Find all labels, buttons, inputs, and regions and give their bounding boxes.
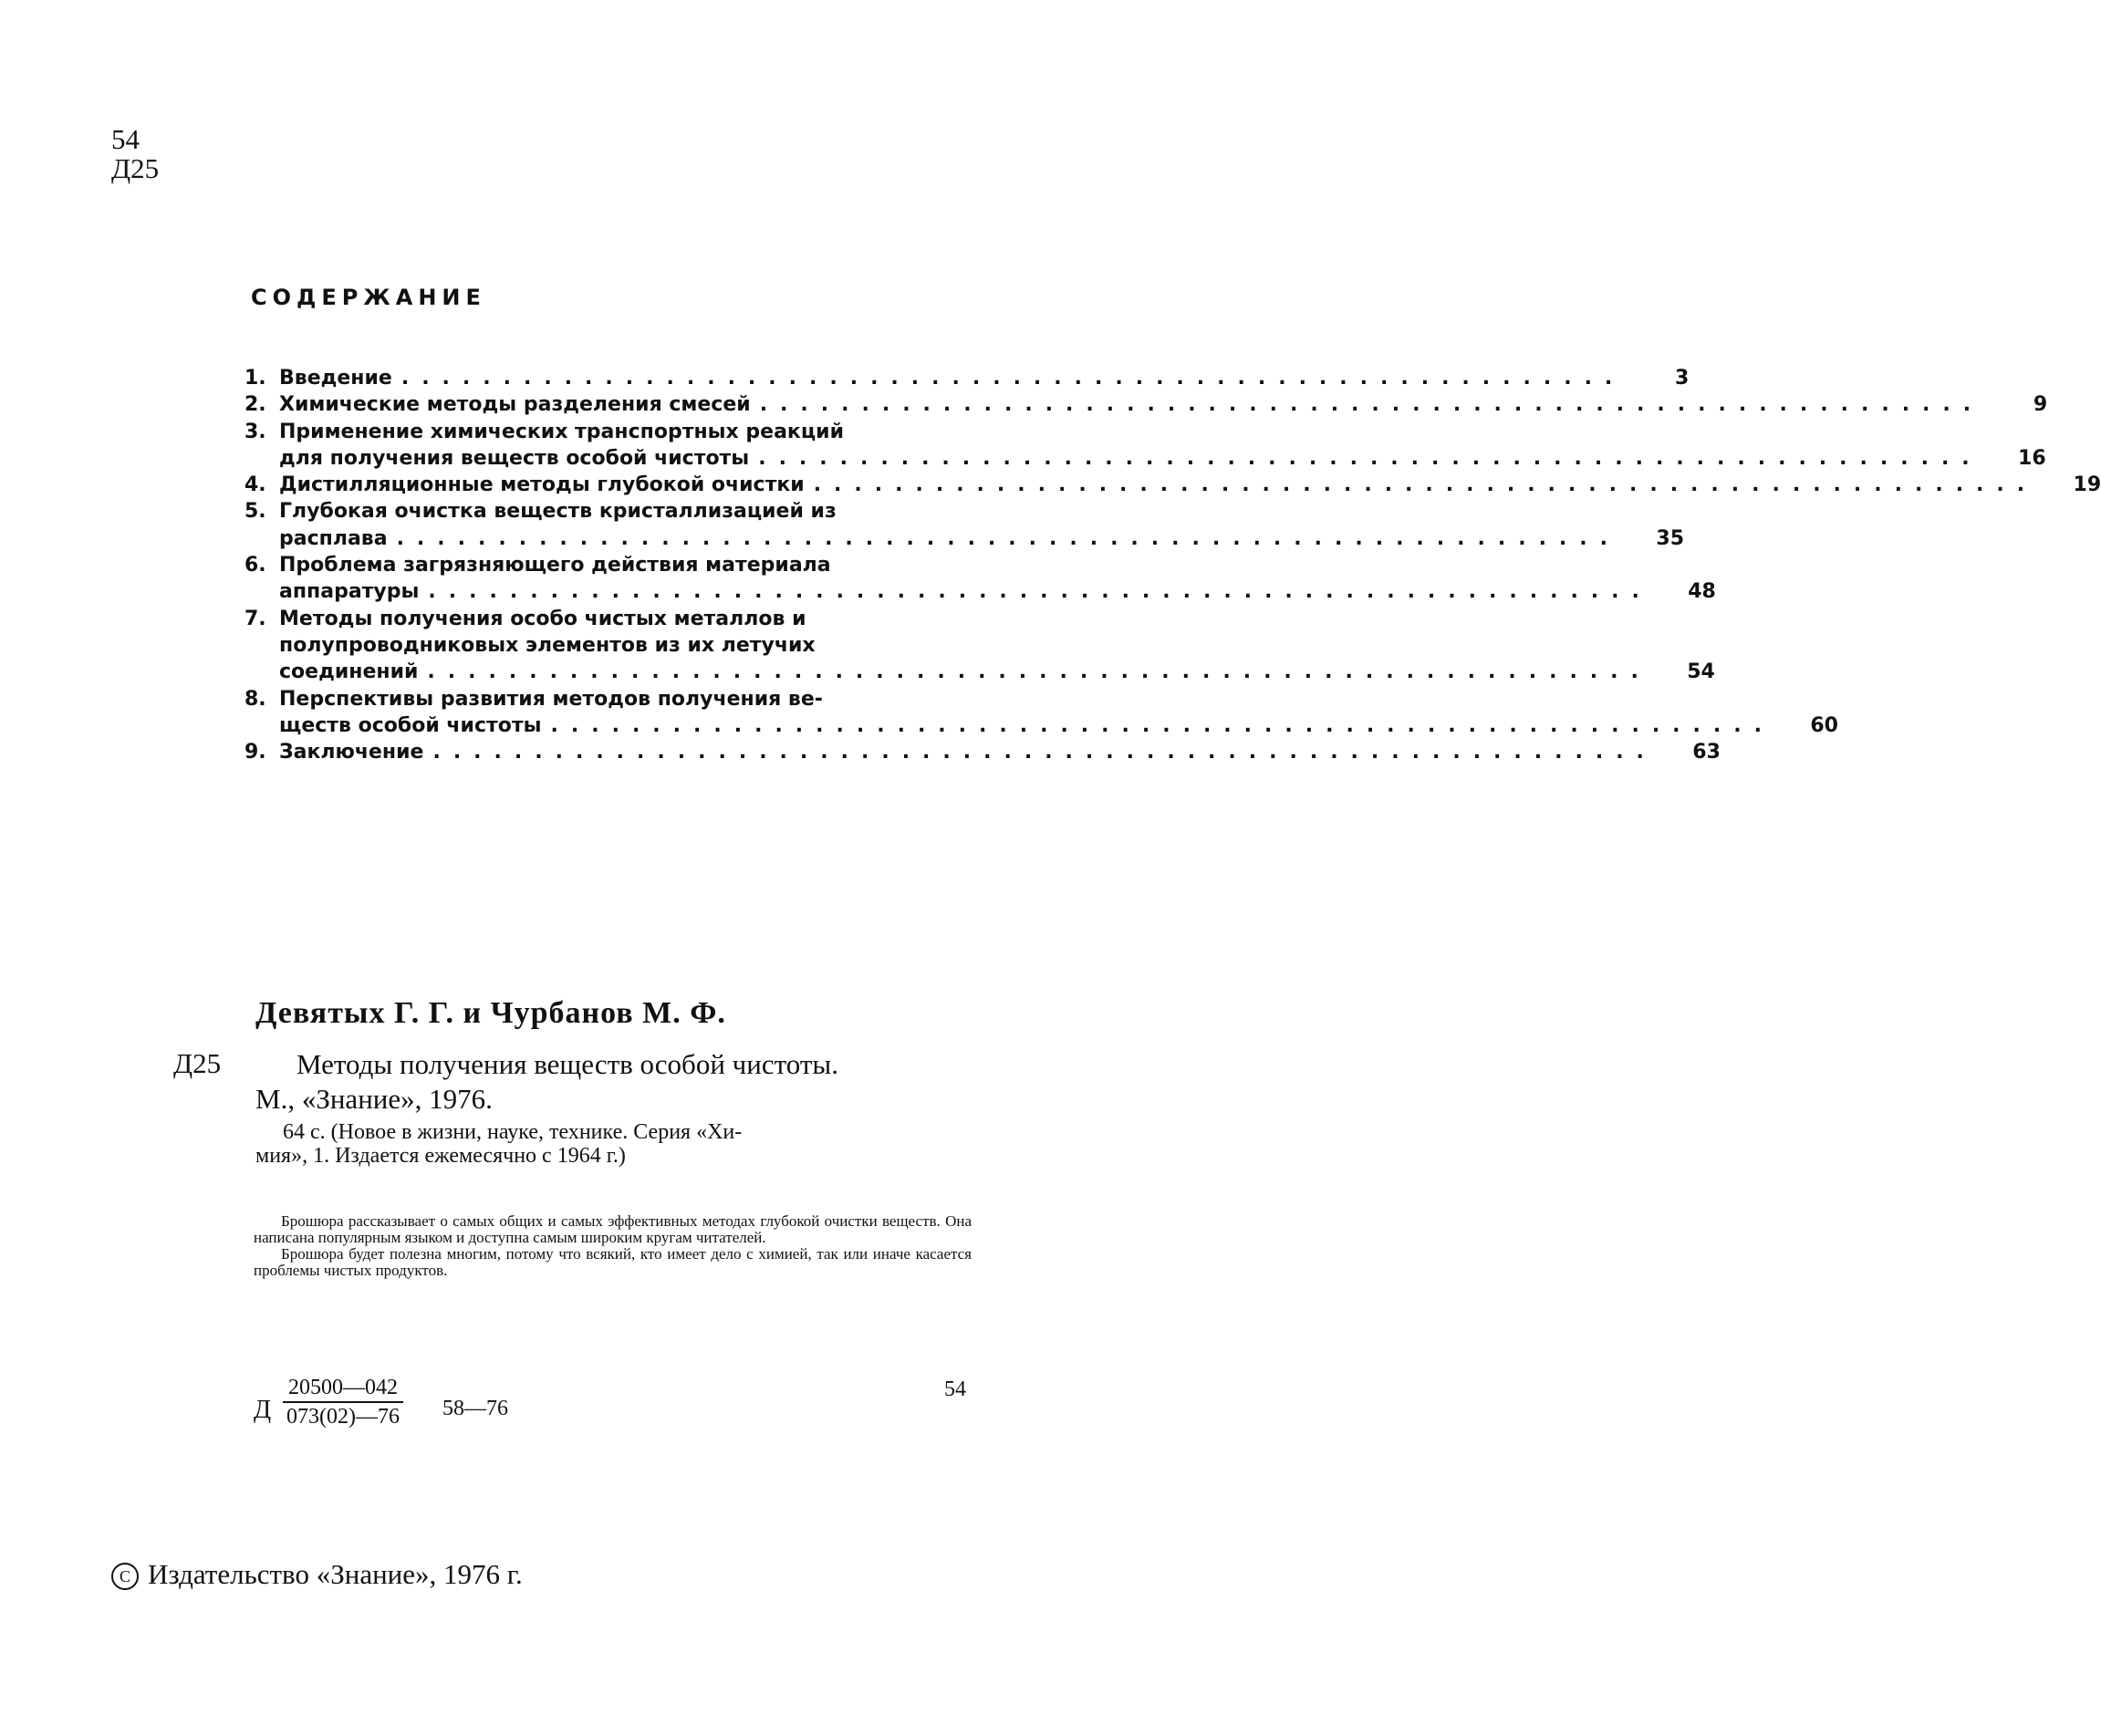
toc-page-number: 60 bbox=[1810, 713, 1838, 737]
toc-entry bbox=[244, 686, 1838, 740]
toc-entry-line bbox=[279, 525, 1684, 552]
index-letter: Д bbox=[254, 1396, 272, 1424]
series-line: 64 с. (Новое в жизни, науке, технике. Серия «Хи- bbox=[283, 1120, 743, 1144]
toc-entry-line bbox=[279, 606, 1715, 632]
toc-leader-dots: ............................................................ bbox=[758, 446, 1982, 470]
copyright-line bbox=[111, 1558, 523, 1591]
toc-page-number: 35 bbox=[1656, 526, 1685, 550]
toc-entry-number: 2. bbox=[244, 393, 266, 417]
toc-page-number: 19 bbox=[2073, 473, 2101, 497]
toc-entry-line bbox=[279, 686, 1838, 712]
copyright-text: Издательство «Знание», 1976 г. bbox=[148, 1558, 523, 1590]
index-fraction bbox=[283, 1376, 403, 1429]
toc-entry-title: Дистилляционные методы глубокой очистки bbox=[279, 473, 805, 497]
index-suffix: 58—76 bbox=[442, 1397, 508, 1420]
series-info bbox=[255, 1120, 972, 1168]
annotation bbox=[254, 1213, 972, 1279]
toc-entry-title: полупроводниковых элементов из их летучих bbox=[279, 633, 816, 657]
toc-entry-line bbox=[279, 659, 1715, 685]
toc-page-number: 9 bbox=[2033, 393, 2048, 417]
toc-entry-title: соединений bbox=[279, 660, 419, 684]
toc-entry-line bbox=[279, 472, 2101, 498]
toc-entry bbox=[244, 739, 1721, 765]
toc-entry-line bbox=[279, 712, 1838, 739]
toc-leader-dots: ............................................................ bbox=[432, 741, 1657, 764]
index-numerator: 20500—042 bbox=[283, 1376, 403, 1403]
contents-heading: СОДЕРЖАНИЕ bbox=[251, 285, 486, 310]
price-code: 54 bbox=[944, 1377, 966, 1401]
toc-entry-title: Глубокая очистка веществ кристаллизацией из bbox=[279, 500, 837, 524]
toc-page-number: 48 bbox=[1688, 580, 1716, 604]
toc-entry-number: 9. bbox=[244, 741, 266, 764]
toc-entry-body bbox=[279, 739, 1721, 765]
copyright-icon: С bbox=[111, 1563, 139, 1590]
toc-entry-line bbox=[279, 365, 1689, 391]
toc-page-number: 63 bbox=[1692, 741, 1721, 764]
toc-entry-number: 7. bbox=[244, 607, 266, 630]
toc-entry-title: ществ особой чистоты bbox=[279, 713, 542, 737]
toc-leader-dots: ............................................................ bbox=[400, 367, 1626, 390]
toc-entry-title: расплава bbox=[279, 526, 388, 550]
book-authors: Девятых Г. Г. и Чурбанов М. Ф. bbox=[255, 996, 726, 1030]
toc-entry-number: 6. bbox=[244, 554, 266, 577]
toc-leader-dots: ............................................................ bbox=[396, 526, 1621, 550]
toc-entry-number: 3. bbox=[244, 420, 266, 443]
udc-author-mark: Д25 bbox=[111, 152, 160, 184]
toc-page-number: 54 bbox=[1687, 660, 1715, 684]
udc-classification bbox=[111, 125, 159, 183]
toc-entry-title: Заключение bbox=[279, 741, 424, 764]
series-line: мия», 1. Издается ежемесячно с 1964 г.) bbox=[255, 1144, 626, 1168]
udc-number: 54 bbox=[111, 123, 140, 155]
toc-entry-body bbox=[279, 391, 2047, 418]
toc-entry-title: Методы получения особо чистых металлов и bbox=[279, 607, 806, 630]
toc-entry-line bbox=[279, 419, 2046, 445]
toc-entry-title: Введение bbox=[279, 367, 392, 390]
toc-leader-dots: ............................................................ bbox=[759, 393, 1984, 417]
index-denominator: 073(02)—76 bbox=[286, 1405, 400, 1429]
toc-leader-dots: ............................................................ bbox=[427, 660, 1651, 684]
toc-page-number: 3 bbox=[1674, 367, 1690, 390]
toc-entry-number: 1. bbox=[244, 367, 266, 390]
toc-entry bbox=[244, 606, 1715, 686]
annotation-paragraph: Брошюра будет полезна многим, потому что всякий, кто имеет дело с химией, так или иначе касается проблемы чистых продуктов. bbox=[254, 1245, 972, 1279]
toc-entry bbox=[244, 498, 1685, 552]
toc-entry bbox=[244, 365, 1690, 391]
toc-leader-dots: ............................................................ bbox=[550, 713, 1774, 737]
toc-entry-body bbox=[279, 606, 1715, 686]
toc-entry-number: 5. bbox=[244, 500, 266, 524]
toc-entry bbox=[244, 552, 1716, 606]
toc-entry-number: 8. bbox=[244, 687, 266, 711]
toc-entry-line bbox=[279, 552, 1716, 578]
catalog-code: Д25 bbox=[173, 1047, 222, 1079]
toc-entry bbox=[244, 419, 2046, 473]
table-of-contents bbox=[244, 365, 2101, 765]
toc-entry-title: аппаратуры bbox=[279, 580, 420, 604]
toc-leader-dots: ............................................................ bbox=[428, 580, 1652, 604]
toc-entry-body bbox=[279, 419, 2046, 473]
toc-entry-title: Применение химических транспортных реакций bbox=[279, 420, 844, 443]
toc-entry-title: Проблема загрязняющего действия материала bbox=[279, 554, 831, 577]
toc-entry-line bbox=[279, 632, 1715, 659]
toc-entry-title: Перспективы развития методов получения ве- bbox=[279, 687, 823, 711]
toc-entry-number: 4. bbox=[244, 473, 266, 497]
toc-entry-body bbox=[279, 365, 1689, 391]
toc-entry-line bbox=[279, 498, 1684, 525]
book-title: Методы получения веществ особой чистоты. bbox=[296, 1048, 838, 1080]
toc-page-number: 16 bbox=[2018, 446, 2046, 470]
toc-entry bbox=[244, 391, 2048, 418]
annotation-paragraph: Брошюра рассказывает о самых общих и самых эффективных методах глубокой очистки веществ. Она написана популярным языком и доступна самым широким кругам читателей. bbox=[254, 1212, 972, 1246]
toc-entry-body bbox=[279, 552, 1716, 606]
toc-entry-body bbox=[279, 686, 1838, 740]
toc-entry-line bbox=[279, 445, 2046, 472]
publisher-info: М., «Знание», 1976. bbox=[255, 1083, 493, 1115]
toc-entry-title: Химические методы разделения смесей bbox=[279, 393, 751, 417]
toc-entry-line bbox=[279, 578, 1716, 605]
toc-entry-title: для получения веществ особой чистоты bbox=[279, 446, 750, 470]
toc-entry-line bbox=[279, 391, 2047, 418]
toc-entry-line bbox=[279, 739, 1721, 765]
toc-entry bbox=[244, 472, 2101, 498]
toc-leader-dots: ............................................................ bbox=[813, 473, 2038, 497]
toc-entry-body bbox=[279, 472, 2101, 498]
toc-entry-body bbox=[279, 498, 1684, 552]
